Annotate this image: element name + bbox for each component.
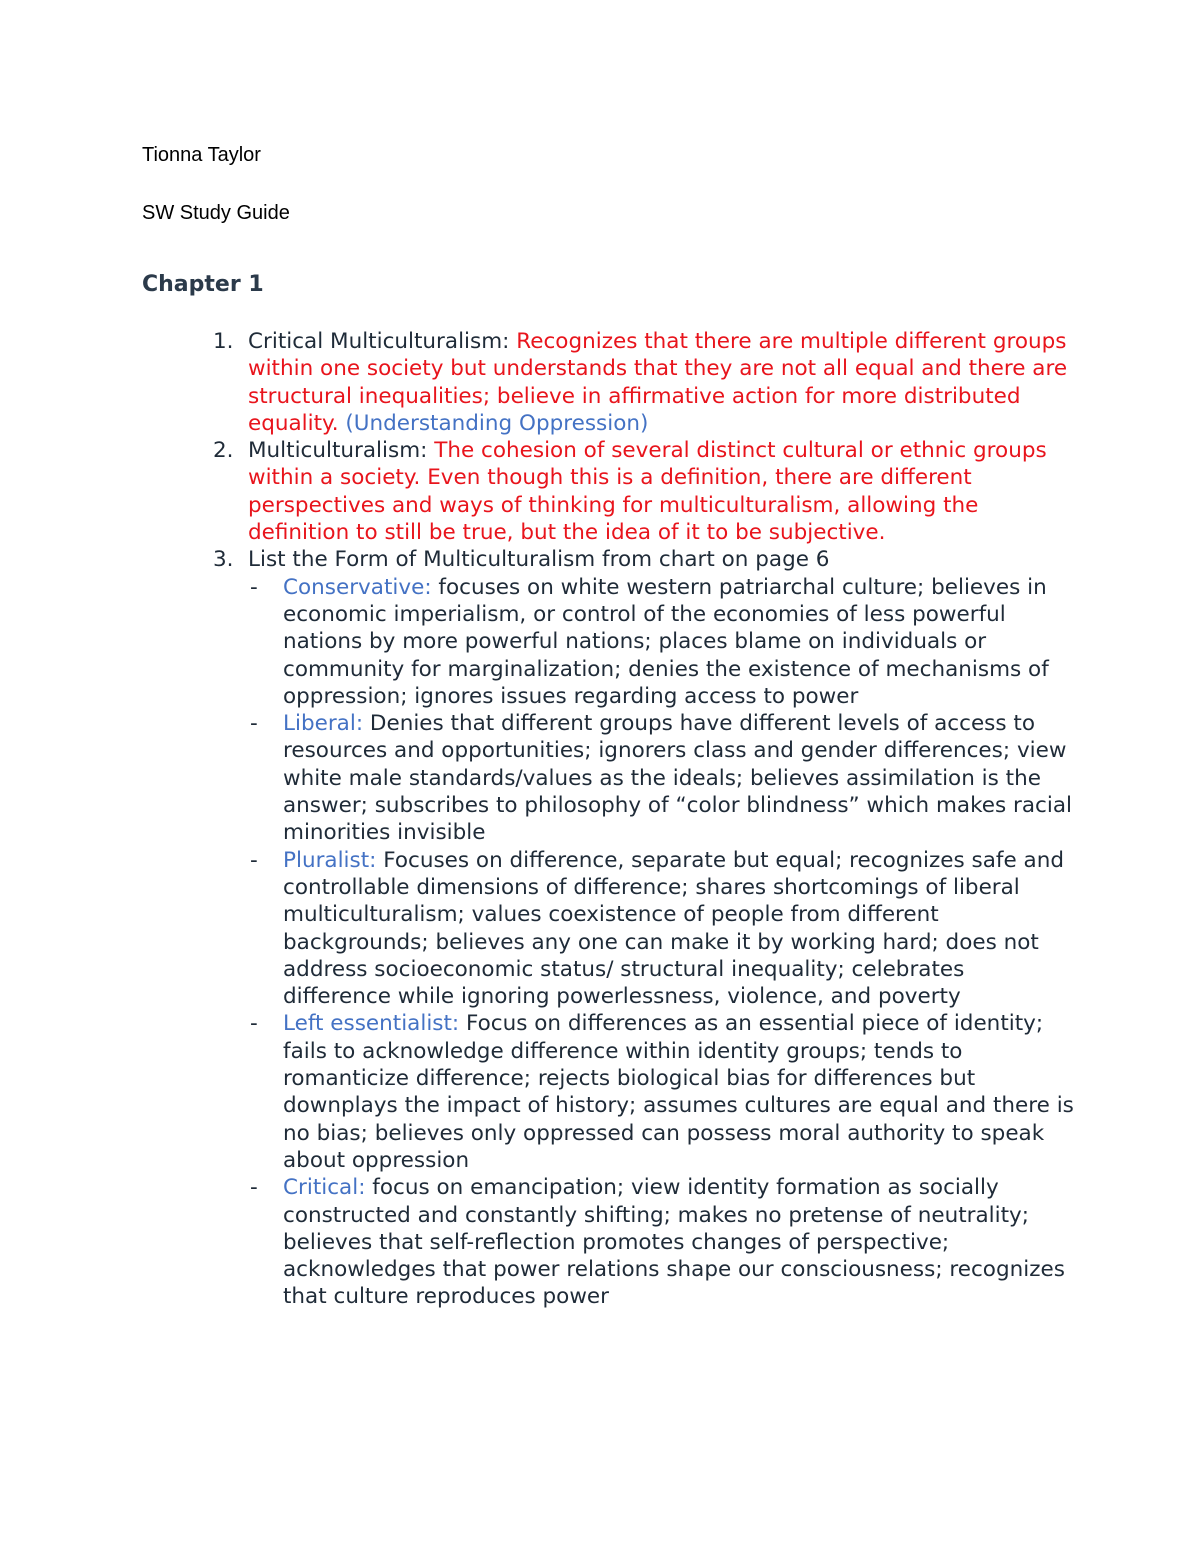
- list-number: 3.: [213, 547, 234, 573]
- form-item-critical: [250, 1174, 1078, 1310]
- item-definition: The cohesion of several distinct cultural or ethnic groups within a society. Even though this is a definition, there are different perspectives and ways of thinking for multiculturalism, allowing the definition to still be true, but the idea of it to be subjective.: [248, 438, 1047, 546]
- form-description: focus on emancipation; view identity formation as socially constructed and constantly shifting; makes no pretense of neutrality; believes that self-reflection promotes changes of perspective; acknowledges that power relations shape our consciousness; recognizes that culture reproduces power: [283, 1175, 1065, 1310]
- form-term: Conservative:: [283, 574, 432, 600]
- list-item-multiculturalism: [213, 437, 1078, 546]
- forms-list: [248, 574, 1078, 1311]
- study-list: [213, 328, 1078, 1311]
- list-number: 2.: [213, 438, 234, 464]
- form-term: Pluralist:: [283, 847, 377, 873]
- form-item-liberal: [250, 710, 1078, 846]
- item-reference: (Understanding Oppression): [345, 410, 649, 436]
- form-item-left-essentialist: [250, 1010, 1078, 1174]
- form-term: Critical:: [283, 1175, 366, 1201]
- list-number: 1.: [213, 329, 234, 354]
- document-subtitle: SW Study Guide: [142, 202, 290, 224]
- form-item-pluralist: [250, 847, 1078, 1011]
- bullet-dash: -: [250, 847, 258, 873]
- form-description: Focuses on difference, separate but equal; recognizes safe and controllable dimensions of difference; shares shortcomings of liberal multiculturalism; values coexistence of people from different backgrounds; believes any one can make it by working hard; does not address socioeconomic status/ structural inequality; celebrates difference while ignoring powerlessness, violence, and poverty: [283, 847, 1064, 1010]
- form-term: Left essentialist:: [283, 1011, 460, 1037]
- bullet-dash: -: [250, 574, 258, 600]
- item-term: Critical Multiculturalism:: [248, 329, 510, 354]
- bullet-dash: -: [250, 711, 258, 737]
- form-item-conservative: [250, 574, 1078, 710]
- form-description: Focus on differences as an essential piece of identity; fails to acknowledge difference within identity groups; tends to romanticize difference; rejects biological bias for differences but downplays the impact of history; assumes cultures are equal and there is no bias; believes only oppressed can possess moral authority to speak about oppression: [283, 1011, 1074, 1173]
- chapter-heading: Chapter 1: [142, 272, 264, 297]
- form-description: Denies that different groups have different levels of access to resources and opportunities; ignorers class and gender differences; view white male standards/values as the ideals; believes assimilation is the answer; subscribes to philosophy of “color blindness” which makes racial minorities invisible: [283, 711, 1072, 846]
- form-term: Liberal:: [283, 711, 364, 737]
- bullet-dash: -: [250, 1011, 258, 1037]
- list-item-critical-multiculturalism: [213, 328, 1078, 437]
- form-description: focuses on white western patriarchal culture; believes in economic imperialism, or control of the economies of less powerful nations by more powerful nations; places blame on individuals or community for marginalization; denies the existence of mechanisms of oppression; ignores issues regarding access to power: [283, 574, 1049, 709]
- bullet-dash: -: [250, 1175, 258, 1201]
- item-definition: Recognizes that there are multiple different groups within one society but understands that they are not all equal and there are structural inequalities; believe in affirmative action for more distributed equality.: [248, 329, 1068, 436]
- author-name: Tionna Taylor: [142, 144, 261, 166]
- item-term: Multiculturalism:: [248, 438, 428, 464]
- item-text: List the Form of Multiculturalism from chart on page 6: [248, 547, 830, 573]
- list-item-forms-of-multiculturalism: [213, 546, 1078, 1310]
